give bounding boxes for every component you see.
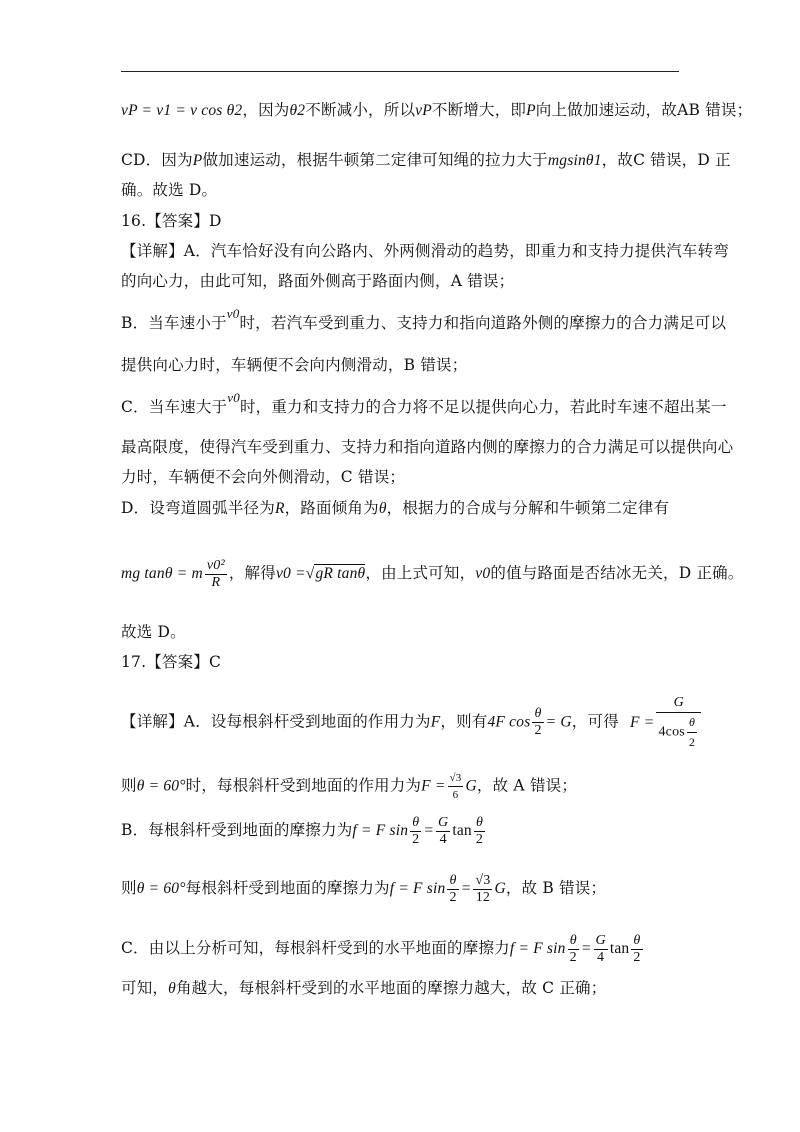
text-line-5: 【详解】A．汽车恰好没有向公路内、外两侧滑动的趋势，即重力和支持力提供汽车转弯 <box>121 242 729 260</box>
answer-17-heading: 17.【答案】C <box>121 653 222 671</box>
text-line-21: 可知，θ角越大，每根斜杆受到的水平地面的摩擦力越大，故 C 正确； <box>121 979 607 997</box>
header-rule <box>121 71 679 72</box>
vp-equation: vP = v1 = v cos θ2 <box>121 102 243 119</box>
text-line-7: B．当车速小于$^{v0}$时，若汽车受到重力、支持力和指向道路外侧的摩擦力的合力满足可以 <box>121 306 727 332</box>
answer-16-heading: 16.【答案】D <box>121 212 222 230</box>
text-line-2: CD．因为P做加速运动，根据牛顿第二定律可知绳的拉力大于mgsinθ1，故C 错误，D 正 <box>121 151 731 169</box>
friction-value: f = F sin <box>389 880 446 897</box>
text-line-18: B．每根斜杆受到地面的摩擦力为f = F sin $\frac{\theta}{2}$ = $\frac{G}{4}$ tan $\frac{\theta}{2}$ <box>121 814 484 847</box>
text-line-19: 则θ = 60°每根斜杆受到地面的摩擦力为f = F sin $\frac{\theta}{2}$ = $\frac{√3}{12}$ G，故 B 错误； <box>121 872 607 905</box>
centripetal-equation: mg tanθ = m <box>121 565 203 582</box>
text-line-20: C．由以上分析可知，每根斜杆受到的水平地面的摩擦力f = F sin $\frac{\theta}{2}$ = $\frac{G}{4}$ tan $\frac{\theta}{2}$ <box>121 932 641 965</box>
text-line-3: 确。故选 D。 <box>121 181 218 199</box>
friction-equation: f = F sin <box>352 822 409 839</box>
force-value: F = <box>421 777 446 795</box>
text-line-6: 的向心力，由此可知，路面外侧高于路面内侧，A 错误； <box>121 272 515 290</box>
text-line-11: 力时，车辆便不会向外侧滑动，C 错误； <box>121 468 406 486</box>
text-line-8: 提供向心力时，车辆便不会向内侧滑动，B 错误； <box>121 356 468 374</box>
text-line-16: 【详解】A．设每根斜杆受到地面的作用力为F，则有4F cos $\frac{\theta}{2}$ = G，可得 F = G 4cos $\frac{\theta}{2}$ <box>121 693 703 752</box>
v0-solution: v0 = <box>275 565 306 582</box>
text-line-14: 故选 D。 <box>121 623 186 641</box>
friction-equation-2: f = F sin <box>509 940 566 957</box>
text-line-1: vP = v1 = v cos θ2，因为θ2不断减小，所以vP不断增大，即P向上做加速运动，故AB 错误； <box>121 101 753 119</box>
text-line-13: mg tanθ = m $\frac{\text{v0²}}{R}$ ，解得v0 =√gR tanθ，由上式可知，v0的值与路面是否结冰无关，D 正确。 <box>121 557 744 590</box>
text-line-9: C．当车速大于$^{v0}$时，重力和支持力的合力将不足以提供向心力，若此时车速不超出某一 <box>121 390 727 416</box>
text-line-12: D．设弯道圆弧半径为R，路面倾角为θ，根据力的合成与分解和牛顿第二定律有 <box>121 499 670 517</box>
force-balance-equation: 4F cos <box>487 713 531 731</box>
text-line-17: 则θ = 60°时，每根斜杆受到地面的作用力为F = $\frac{√3}{6}$ G，故 A 错误； <box>121 772 578 801</box>
force-solution: F = <box>630 713 655 731</box>
text-line-10: 最高限度，使得汽车受到重力、支持力和指向道路内侧的摩擦力的合力满足可以提供向心 <box>121 438 734 456</box>
